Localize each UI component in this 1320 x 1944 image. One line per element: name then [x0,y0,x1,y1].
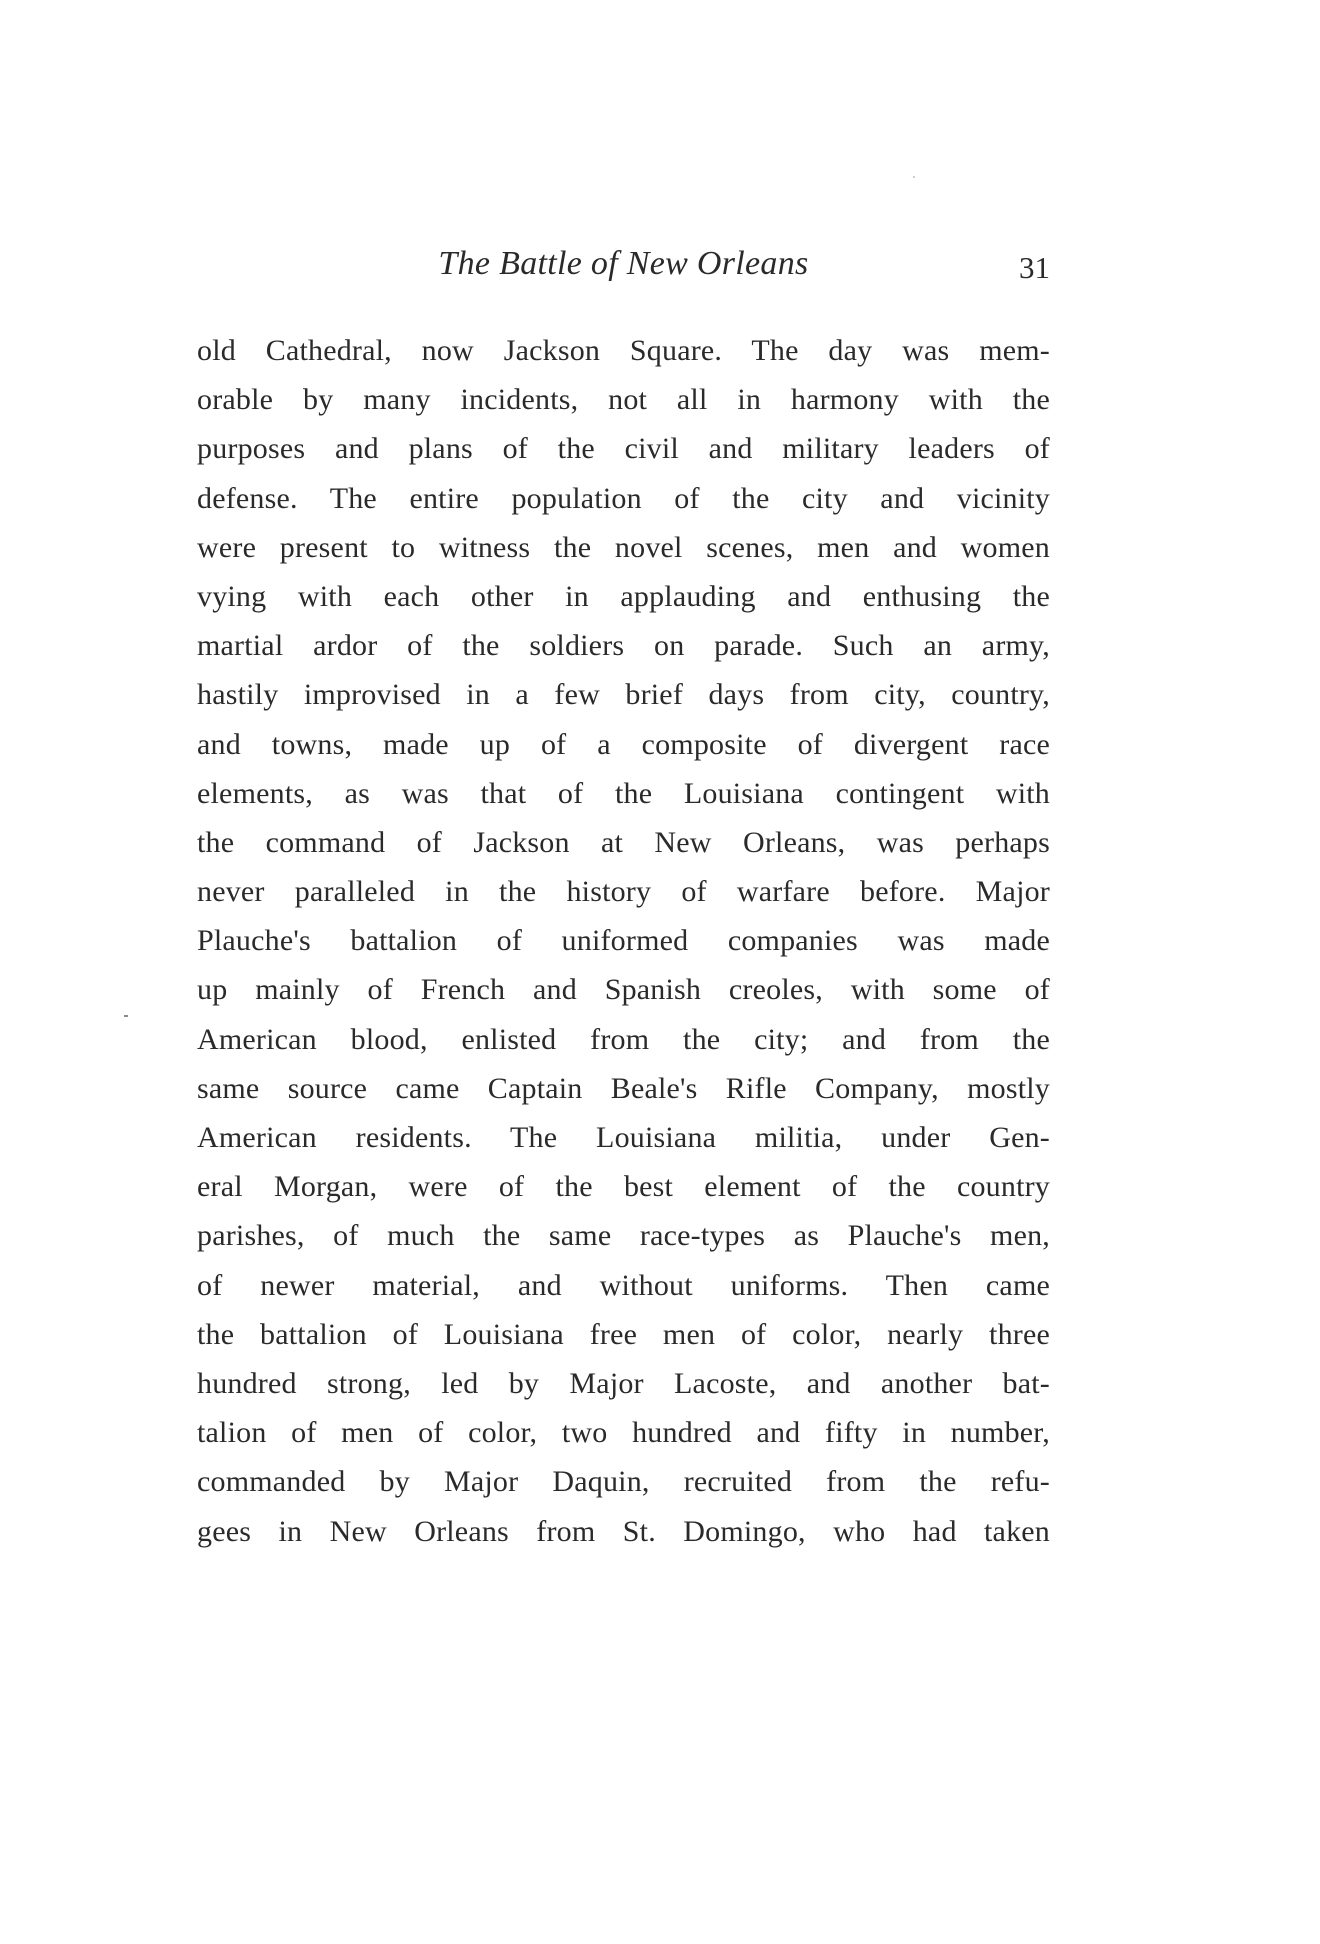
text-line: never paralleled in the history of warfare before. Major [197,875,1050,909]
text-line: same source came Captain Beale's Rifle Company, mostly [197,1071,1050,1105]
margin-speck [124,1015,128,1017]
text-line: commanded by Major Daquin, recruited from the refu- [197,1465,1050,1499]
text-line: defense. The entire population of the city and vicinity [197,481,1050,515]
text-line: American residents. The Louisiana militia, under Gen- [197,1121,1050,1154]
text-line: purposes and plans of the civil and military leaders of [197,432,1050,466]
text-line: talion of men of color, two hundred and fifty in number, [197,1416,1050,1450]
text-line: the command of Jackson at New Orleans, was perhaps [197,825,1050,859]
running-head [197,236,1050,292]
text-line: Plauche's battalion of uniformed companies was made [197,924,1050,958]
text-line: hundred strong, led by Major Lacoste, and another bat- [197,1366,1050,1400]
text-line: up mainly of French and Spanish creoles, with some of [197,973,1050,1007]
text-line: parishes, of much the same race-types as Plauche's men, [197,1219,1050,1253]
text-line: vying with each other in applauding and enthusing the [197,579,1050,613]
page-number: 31 [1019,250,1050,285]
running-title: The Battle of New Orleans [438,245,809,282]
text-line: eral Morgan, were of the best element of the country [197,1170,1050,1204]
text-line: old Cathedral, now Jackson Square. The day was mem- [197,334,1050,367]
text-line: orable by many incidents, not all in harmony with the [197,383,1050,417]
text-line: hastily improvised in a few brief days from city, country, [197,678,1050,712]
text-line: and towns, made up of a composite of divergent race [197,727,1050,761]
text-line: elements, as was that of the Louisiana contingent with [197,776,1050,810]
text-line: martial ardor of the soldiers on parade. Such an army, [197,629,1050,663]
text-line: of newer material, and without uniforms. Then came [197,1268,1050,1302]
body-paragraph [197,326,1050,1556]
text-line: American blood, enlisted from the city; and from the [197,1022,1050,1056]
text-line: the battalion of Louisiana free men of color, nearly three [197,1317,1050,1351]
print-speck [913,176,915,178]
text-line: were present to witness the novel scenes, men and women [197,530,1050,564]
text-line: gees in New Orleans from St. Domingo, who had taken [197,1514,1050,1548]
